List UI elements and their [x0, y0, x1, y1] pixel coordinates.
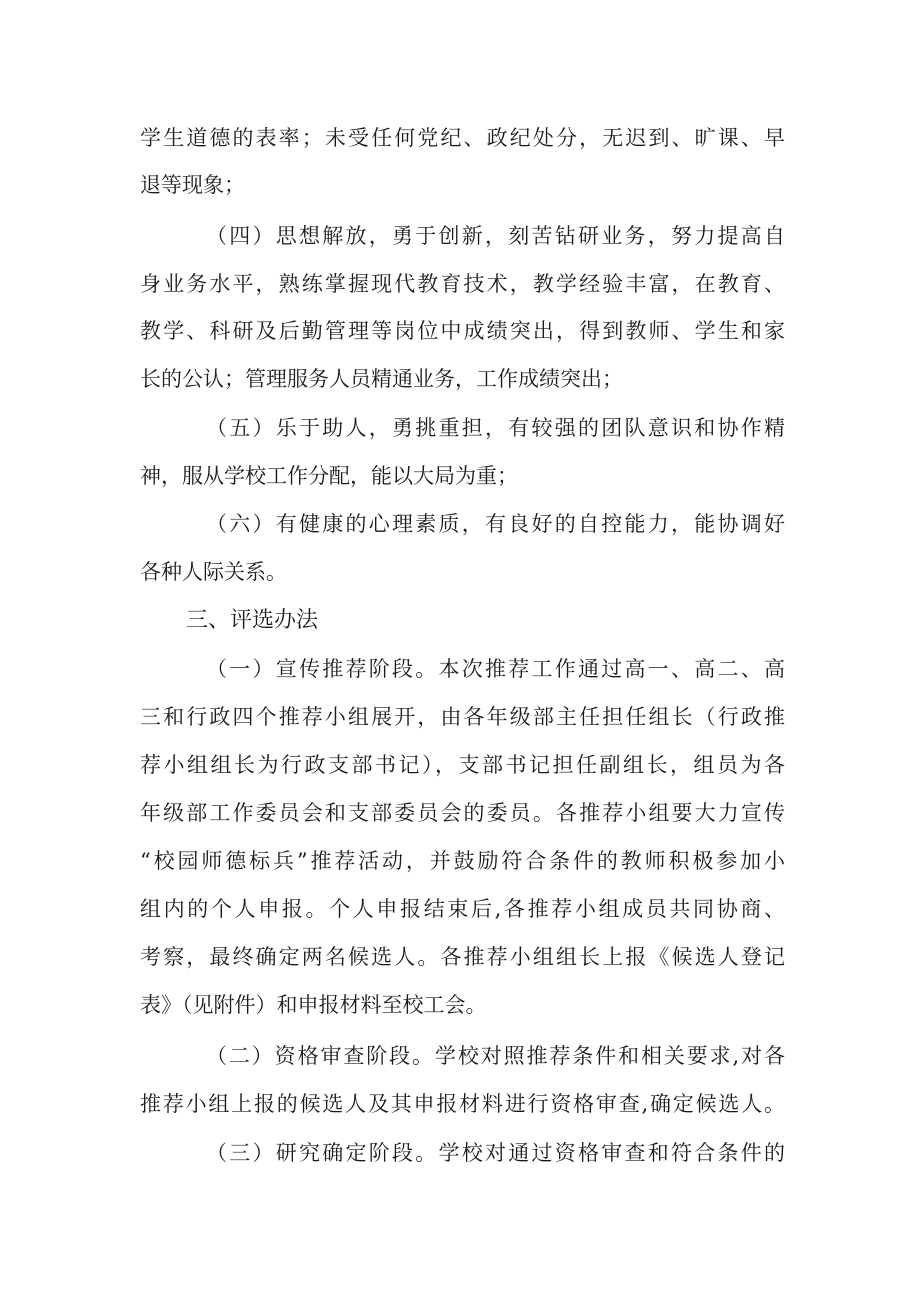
paragraph-five-start: （五）乐于助人，勇挑重担，有较强的团队意识和协作精	[206, 416, 785, 440]
text-line: 学生道德的表率；未受任何党纪、政纪处分，无迟到、旷课、早	[140, 126, 785, 150]
paragraph-three-start: （三）研究确定阶段。学校对通过资格审查和符合条件的	[206, 1141, 785, 1165]
text-line: 退等现象；	[140, 173, 245, 197]
paragraph-four-start: （四）思想解放，勇于创新，刻苦钻研业务，努力提高自	[206, 224, 785, 248]
text-line: 推荐小组上报的候选人及其申报材料进行资格审查,确定候选人。	[140, 1092, 785, 1116]
section-heading: 三、评选办法	[186, 608, 319, 633]
text-line: “校园师德标兵”推荐活动，并鼓励符合条件的教师积极参加小	[140, 849, 785, 873]
paragraph-one-start: （一）宣传推荐阶段。本次推荐工作通过高一、高二、高	[206, 657, 785, 681]
text-line: 各种人际关系。	[140, 560, 287, 584]
text-line: 长的公认；管理服务人员精通业务，工作成绩突出；	[140, 367, 623, 391]
text-line: 教学、科研及后勤管理等岗位中成绩突出，得到教师、学生和家	[140, 319, 785, 343]
text-line: 组内的个人申报。个人申报结束后,各推荐小组成员共同协商、	[140, 897, 785, 921]
text-line: 考察，最终确定两名候选人。各推荐小组组长上报《候选人登记	[140, 945, 785, 969]
text-line: 神，服从学校工作分配，能以大局为重；	[140, 464, 518, 488]
text-line: 荐小组组长为行政支部书记），支部书记担任副组长，组员为各	[140, 753, 785, 777]
text-line: 表》（见附件）和申报材料至校工会。	[140, 993, 487, 1017]
paragraph-six-start: （六）有健康的心理素质，有良好的自控能力，能协调好	[206, 512, 785, 536]
text-line: 年级部工作委员会和支部委员会的委员。各推荐小组要大力宣传	[140, 801, 785, 825]
text-line: 身业务水平，熟练掌握现代教育技术，教学经验丰富，在教育、	[140, 272, 785, 296]
paragraph-two-start: （二）资格审查阶段。学校对照推荐条件和相关要求,对各	[206, 1044, 785, 1068]
text-line: 三和行政四个推荐小组展开，由各年级部主任担任组长（行政推	[140, 705, 785, 729]
